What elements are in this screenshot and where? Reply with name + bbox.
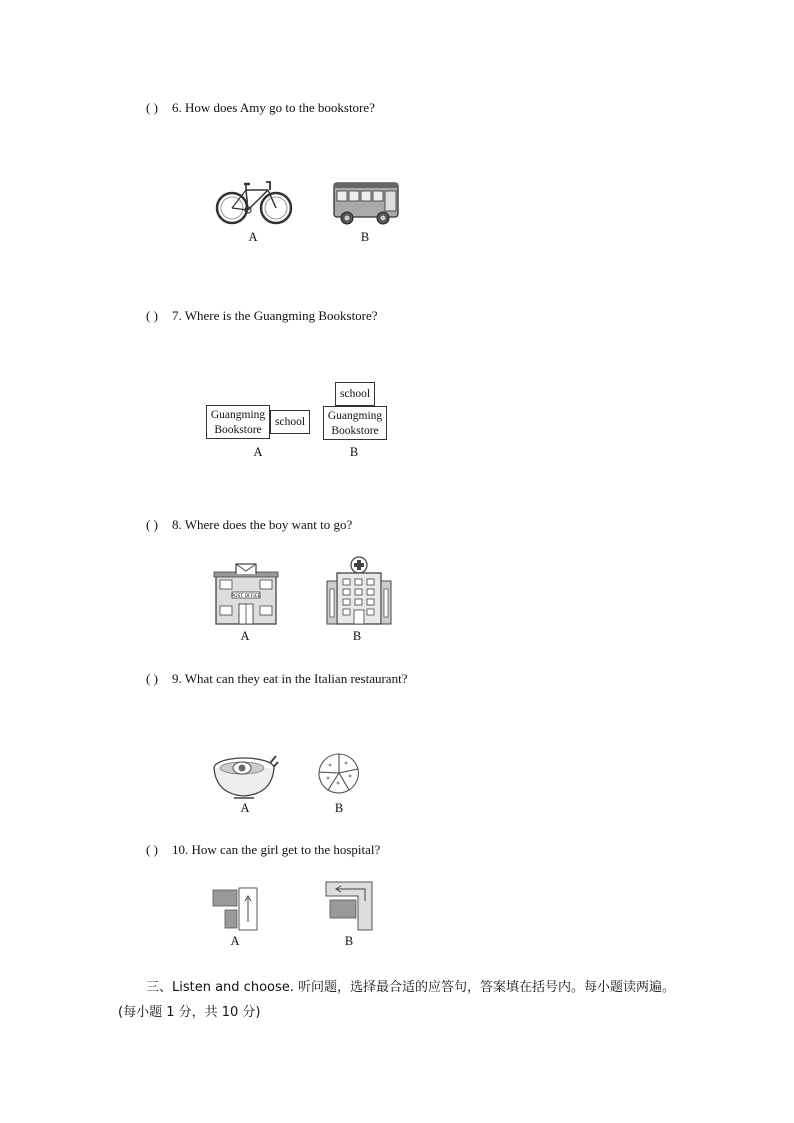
turn-left-map-icon xyxy=(325,881,375,931)
option-label: B xyxy=(349,445,359,459)
school-box: school xyxy=(270,410,310,434)
school-box: school xyxy=(335,382,375,406)
question-6 xyxy=(146,100,375,116)
option-label: B xyxy=(344,934,354,948)
option-label: B xyxy=(334,801,344,815)
question-10 xyxy=(146,842,380,858)
option-label: A xyxy=(240,801,250,815)
option-label: B xyxy=(352,629,362,643)
answer-paren[interactable]: ( ) xyxy=(146,671,158,686)
answer-paren[interactable]: ( ) xyxy=(146,308,158,323)
question-9 xyxy=(146,671,407,687)
option-label: A xyxy=(240,629,250,643)
post-office-sign: POST OFFICE xyxy=(231,594,261,599)
go-straight-map-icon xyxy=(212,884,260,932)
question-text: 10. How can the girl get to the hospital? xyxy=(172,842,381,857)
bus-icon xyxy=(333,181,399,225)
bookstore-box: Guangming Bookstore xyxy=(206,405,270,439)
pizza-icon xyxy=(316,752,362,794)
option-label: A xyxy=(230,934,240,948)
post-office-icon xyxy=(214,560,278,626)
option-label: B xyxy=(360,230,370,244)
section-score-note: (每小题 1 分，共 10 分) xyxy=(118,1005,261,1020)
noodle-bowl-icon xyxy=(212,746,280,800)
question-text: 7. Where is the Guangming Bookstore? xyxy=(172,308,378,323)
option-label: A xyxy=(253,445,263,459)
question-text: 6. How does Amy go to the bookstore? xyxy=(172,100,375,115)
bookstore-box: Guangming Bookstore xyxy=(323,406,387,440)
question-text: 9. What can they eat in the Italian restaurant? xyxy=(172,671,408,686)
section-heading: 三、Listen and choose. 听问题，选择最合适的应答句，答案填在括号内。每小题读两遍。 xyxy=(146,980,676,995)
bicycle-icon xyxy=(214,178,294,226)
question-8 xyxy=(146,517,352,533)
answer-paren[interactable]: ( ) xyxy=(146,100,158,115)
option-label: A xyxy=(248,230,258,244)
answer-paren[interactable]: ( ) xyxy=(146,842,158,857)
answer-paren[interactable]: ( ) xyxy=(146,517,158,532)
question-text: 8. Where does the boy want to go? xyxy=(172,517,353,532)
hospital-icon xyxy=(325,555,393,625)
question-7 xyxy=(146,308,378,324)
